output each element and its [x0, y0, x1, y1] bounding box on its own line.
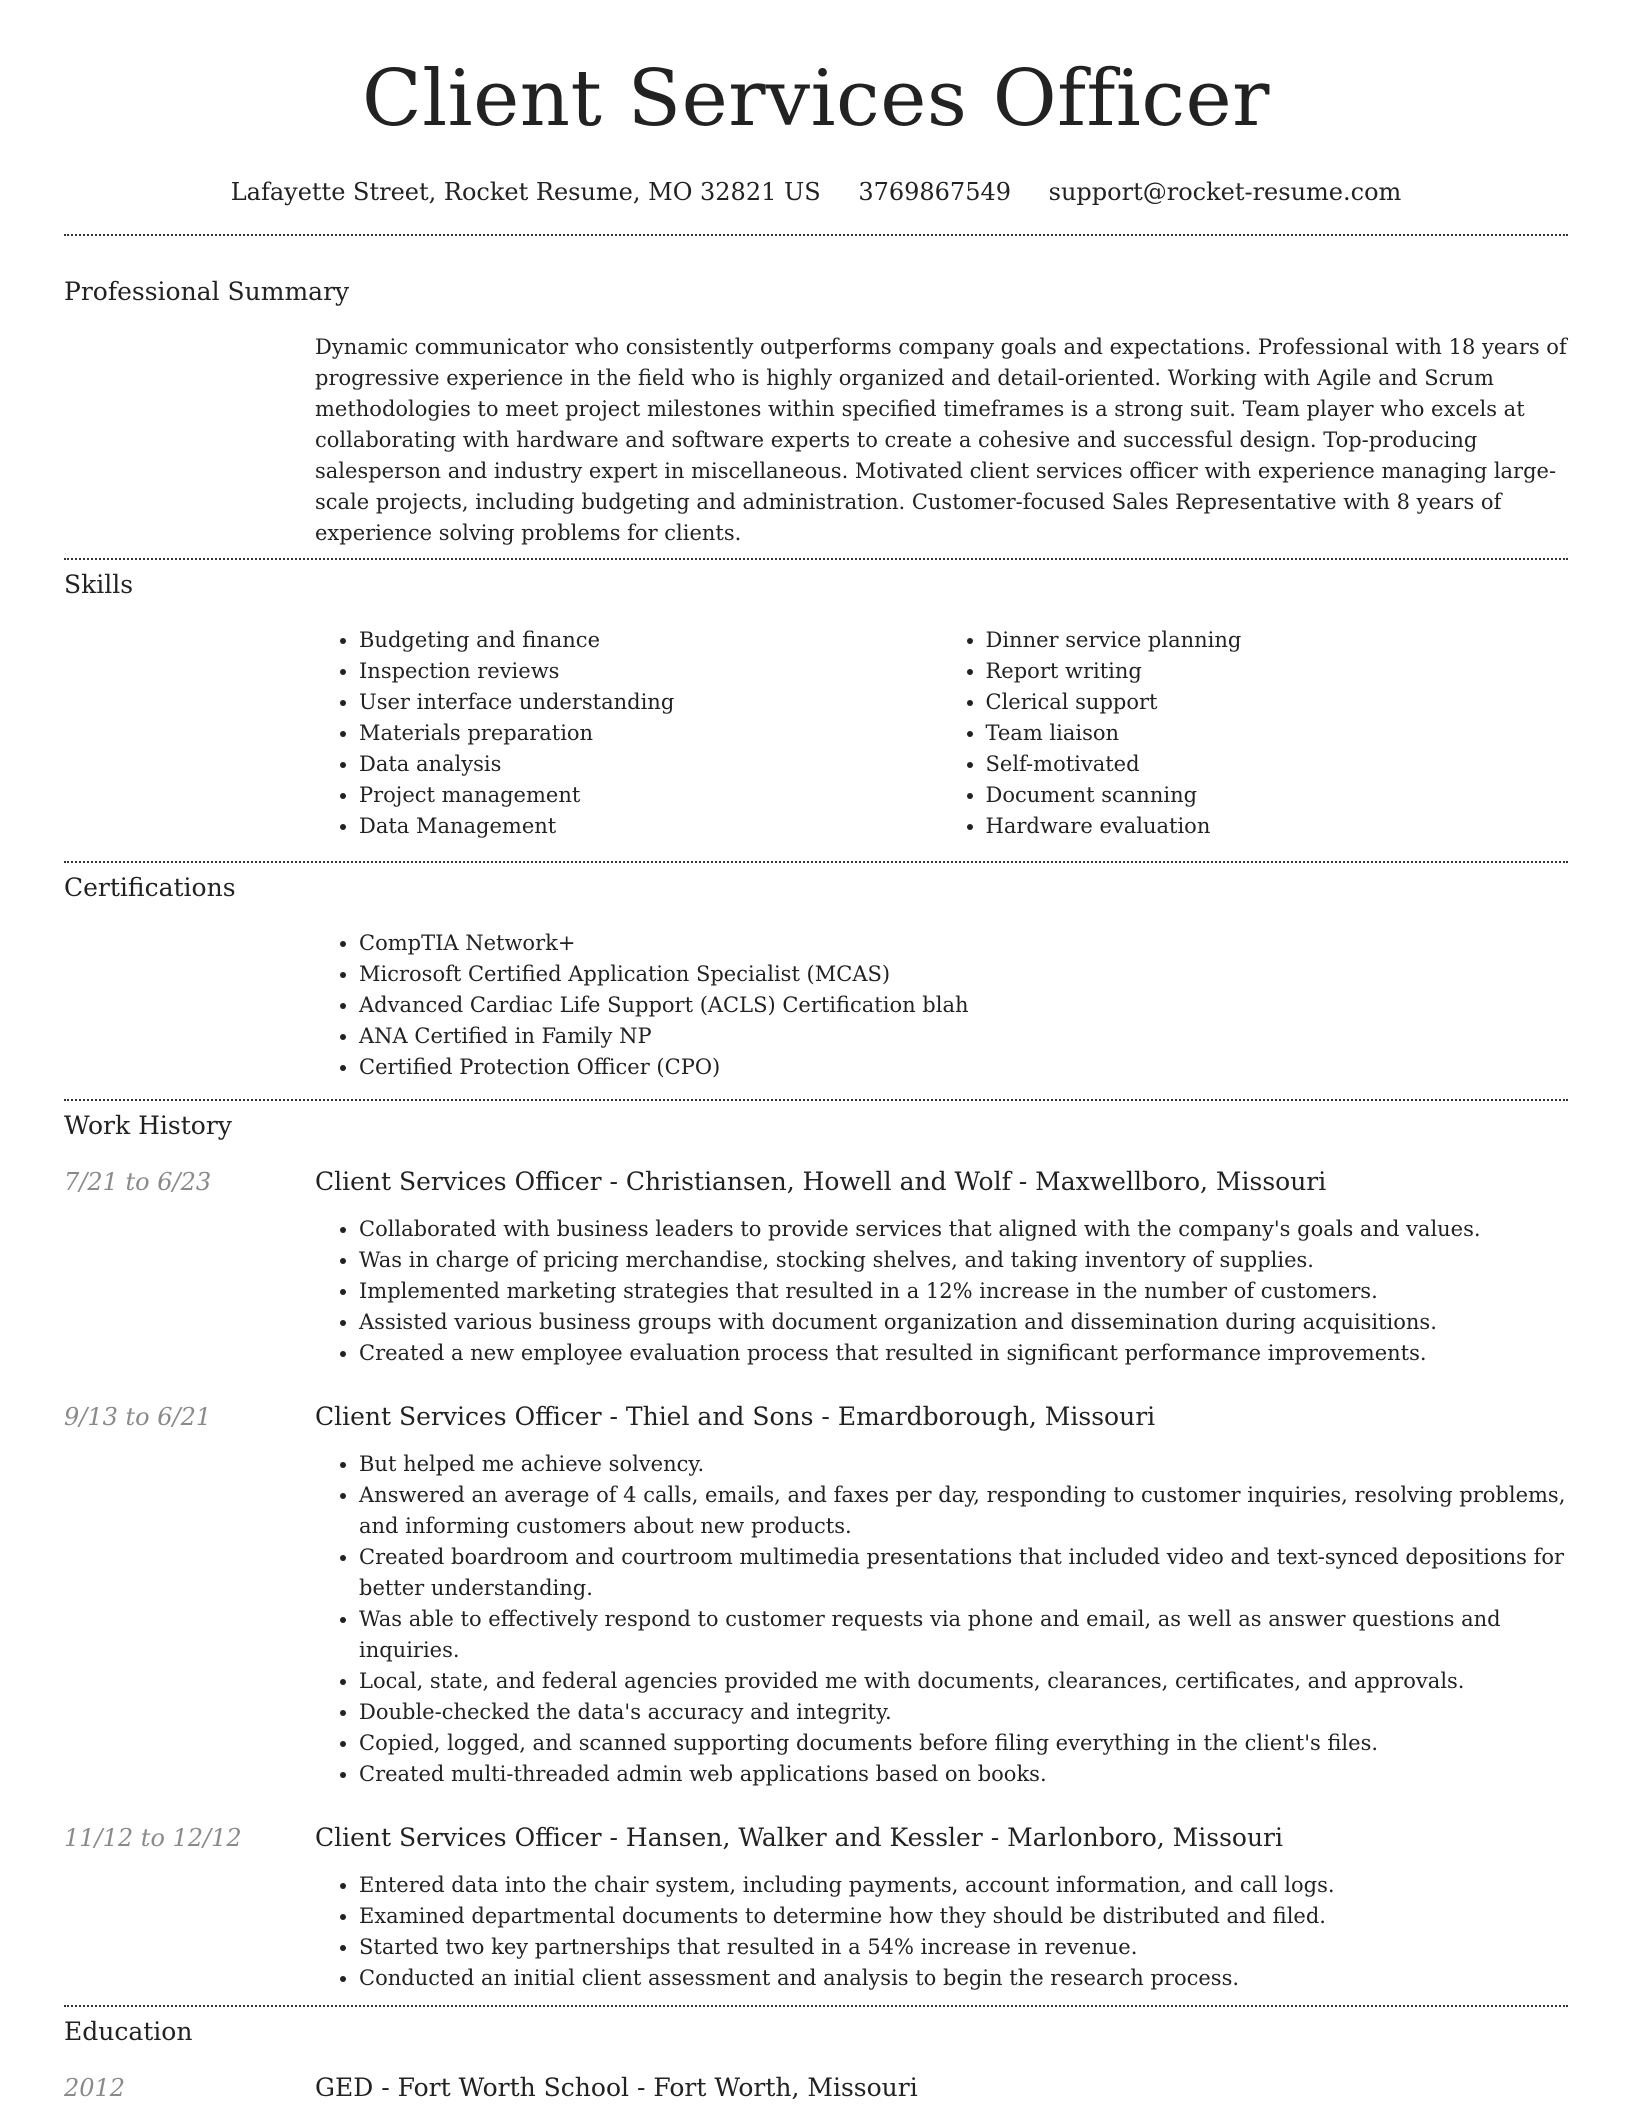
job-date: 7/21 to 6/23 [64, 1168, 212, 1196]
job-bullets [315, 1449, 1568, 1790]
certifications-heading: Certifications [64, 873, 236, 902]
contact-email: support@rocket-resume.com [1048, 178, 1402, 206]
job-entry [64, 1822, 1568, 1994]
job-bullets [315, 1870, 1568, 1994]
job-header [64, 1822, 1568, 1854]
skills-section [315, 625, 1568, 842]
job-date: 11/12 to 12/12 [64, 1824, 242, 1852]
summary-heading: Professional Summary [64, 277, 350, 306]
section-divider [64, 1099, 1568, 1101]
education-date: 2012 [64, 2074, 126, 2102]
job-header [64, 1401, 1568, 1433]
contact-address: Lafayette Street, Rocket Resume, MO 32821 US [230, 178, 821, 206]
education-header [64, 2072, 1568, 2104]
job-bullet: • Copied, logged, and scanned supporting documents before filing everything in the client's files. [359, 1728, 1568, 1759]
job-bullet: • Entered data into the chair system, including payments, account information, and call logs. [359, 1870, 1568, 1901]
skill-item: • Dinner service planning [986, 625, 1569, 656]
certification-item: • ANA Certified in Family NP [359, 1021, 1568, 1052]
section-divider [64, 2005, 1568, 2007]
job-bullet: • Conducted an initial client assessment and analysis to begin the research process. [359, 1963, 1568, 1994]
skill-item: • User interface understanding [359, 687, 942, 718]
job-bullet: • Double-checked the data's accuracy and integrity. [359, 1697, 1568, 1728]
job-bullet: • Examined departmental documents to determine how they should be distributed and filed. [359, 1901, 1568, 1932]
job-bullet: • Was able to effectively respond to customer requests via phone and email, as well as answer questions and inquiries. [359, 1604, 1568, 1666]
skill-item: • Inspection reviews [359, 656, 942, 687]
job-title: Client Services Officer - Christiansen, Howell and Wolf - Maxwellboro, Missouri [315, 1167, 1327, 1196]
skills-list-left [315, 625, 942, 842]
summary-section [315, 332, 1568, 549]
skill-item: • Clerical support [986, 687, 1569, 718]
job-bullet: • Started two key partnerships that resulted in a 54% increase in revenue. [359, 1932, 1568, 1963]
job-title: Client Services Officer - Hansen, Walker and Kessler - Marlonboro, Missouri [315, 1823, 1284, 1852]
skills-list-right [942, 625, 1569, 842]
job-bullet: • Implemented marketing strategies that resulted in a 12% increase in the number of customers. [359, 1276, 1568, 1307]
section-divider [64, 861, 1568, 863]
job-entry [64, 1166, 1568, 1369]
education-entry [64, 2072, 1568, 2104]
skill-item: • Budgeting and finance [359, 625, 942, 656]
skill-item: • Hardware evaluation [986, 811, 1569, 842]
job-bullet: • But helped me achieve solvency. [359, 1449, 1568, 1480]
certifications-section [315, 928, 1568, 1083]
skill-item: • Self-motivated [986, 749, 1569, 780]
job-bullet: • Collaborated with business leaders to provide services that aligned with the company's goals and values. [359, 1214, 1568, 1245]
skill-item: • Document scanning [986, 780, 1569, 811]
work-history-heading: Work History [64, 1111, 232, 1140]
certifications-list [315, 928, 1568, 1083]
job-header [64, 1166, 1568, 1198]
skill-item: • Data Management [359, 811, 942, 842]
education-heading: Education [64, 2017, 193, 2046]
skill-item: • Report writing [986, 656, 1569, 687]
contact-line [64, 176, 1568, 208]
job-title: Client Services Officer - Thiel and Sons - Emardborough, Missouri [315, 1402, 1156, 1431]
section-divider [64, 558, 1568, 560]
certification-item: • Microsoft Certified Application Specialist (MCAS) [359, 959, 1568, 990]
job-bullet: • Was in charge of pricing merchandise, stocking shelves, and taking inventory of supplies. [359, 1245, 1568, 1276]
skill-item: • Data analysis [359, 749, 942, 780]
job-bullet: • Assisted various business groups with document organization and dissemination during acquisitions. [359, 1307, 1568, 1338]
skills-heading: Skills [64, 570, 134, 599]
job-bullets [315, 1214, 1568, 1369]
job-entry [64, 1401, 1568, 1790]
job-bullet: • Created multi-threaded admin web applications based on books. [359, 1759, 1568, 1790]
resume-page [64, 0, 1568, 2104]
skill-item: • Team liaison [986, 718, 1569, 749]
job-date: 9/13 to 6/21 [64, 1403, 212, 1431]
job-bullet: • Created boardroom and courtroom multimedia presentations that included video and text-synced depositions for better understanding. [359, 1542, 1568, 1604]
job-bullet: • Local, state, and federal agencies provided me with documents, clearances, certificates, and approvals. [359, 1666, 1568, 1697]
certification-item: • Advanced Cardiac Life Support (ACLS) Certification blah [359, 990, 1568, 1021]
summary-text: Dynamic communicator who consistently outperforms company goals and expectations. Professional with 18 years of progressive experience in the field who is highly organized and detail-oriented. Working with Agile and Scrum methodologies to meet project milestones within specified timeframes is a strong suit. Team player who excels at collaborating with hardware and software experts to create a cohesive and successful design. Top-producing salesperson and industry expert in miscellaneous. Motivated client services officer with experience managing large-scale projects, including budgeting and administration. Customer-focused Sales Representative with 8 years of experience solving problems for clients. [315, 335, 1567, 545]
job-bullet: • Created a new employee evaluation process that resulted in significant performance improvements. [359, 1338, 1568, 1369]
education-title: GED - Fort Worth School - Fort Worth, Missouri [315, 2073, 918, 2102]
skill-item: • Project management [359, 780, 942, 811]
skill-item: • Materials preparation [359, 718, 942, 749]
contact-phone: 3769867549 [858, 178, 1012, 206]
certification-item: • Certified Protection Officer (CPO) [359, 1052, 1568, 1083]
job-bullet: • Answered an average of 4 calls, emails, and faxes per day, responding to customer inquiries, resolving problems, and informing customers about new products. [359, 1480, 1568, 1542]
resume-name: Client Services Officer [362, 54, 1270, 144]
certification-item: • CompTIA Network+ [359, 928, 1568, 959]
section-divider [64, 234, 1568, 236]
